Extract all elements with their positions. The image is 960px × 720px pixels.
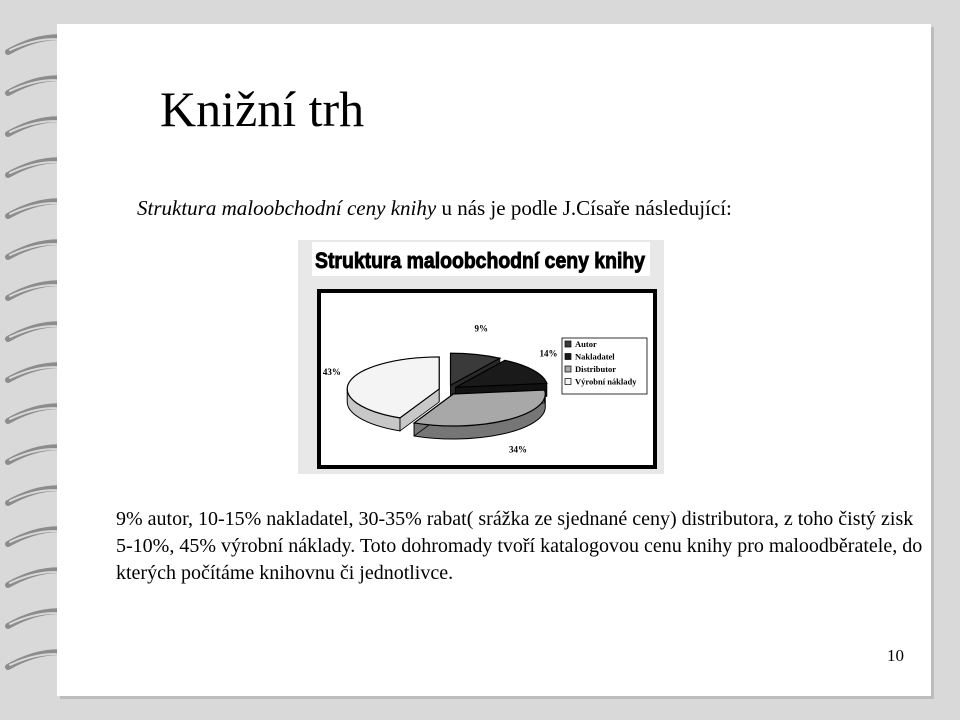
pie-data-label: 34% xyxy=(508,444,527,455)
legend-swatch xyxy=(565,379,571,385)
legend-swatch xyxy=(565,366,571,372)
legend-label: Výrobní náklady xyxy=(575,376,637,387)
slide-title: Knižní trh xyxy=(160,81,365,137)
subtitle-rest: u nás je podle J.Císaře následující: xyxy=(436,196,732,220)
pie-data-label: 9% xyxy=(474,323,488,334)
body-paragraph: 9% autor, 10-15% nakladatel, 30-35% rabat( srážka ze sjednané ceny) distributora, z toho čistý zisk 5-10%, 45% výrobní náklady. Toto dohromady tvoří katalogovou cenu knihy pro maloodběratele, do kterých počítáme knihovnu či jednotlivce. xyxy=(116,508,923,584)
legend-label: Distributor xyxy=(575,364,617,374)
pie-data-label: 14% xyxy=(539,348,558,359)
legend-label: Nakladatel xyxy=(575,351,615,362)
pie-data-label: 43% xyxy=(322,367,341,378)
legend-swatch xyxy=(565,354,571,360)
pie-chart-figure xyxy=(298,240,664,474)
legend-label: Autor xyxy=(575,339,597,349)
slide-subtitle xyxy=(137,196,732,221)
legend-swatch xyxy=(565,341,571,347)
page-number: 10 xyxy=(887,646,904,665)
subtitle-italic: Struktura maloobchodní ceny knihy xyxy=(137,196,437,220)
chart-title: Struktura maloobchodní ceny knihy xyxy=(315,248,646,273)
chart-legend xyxy=(562,338,647,394)
